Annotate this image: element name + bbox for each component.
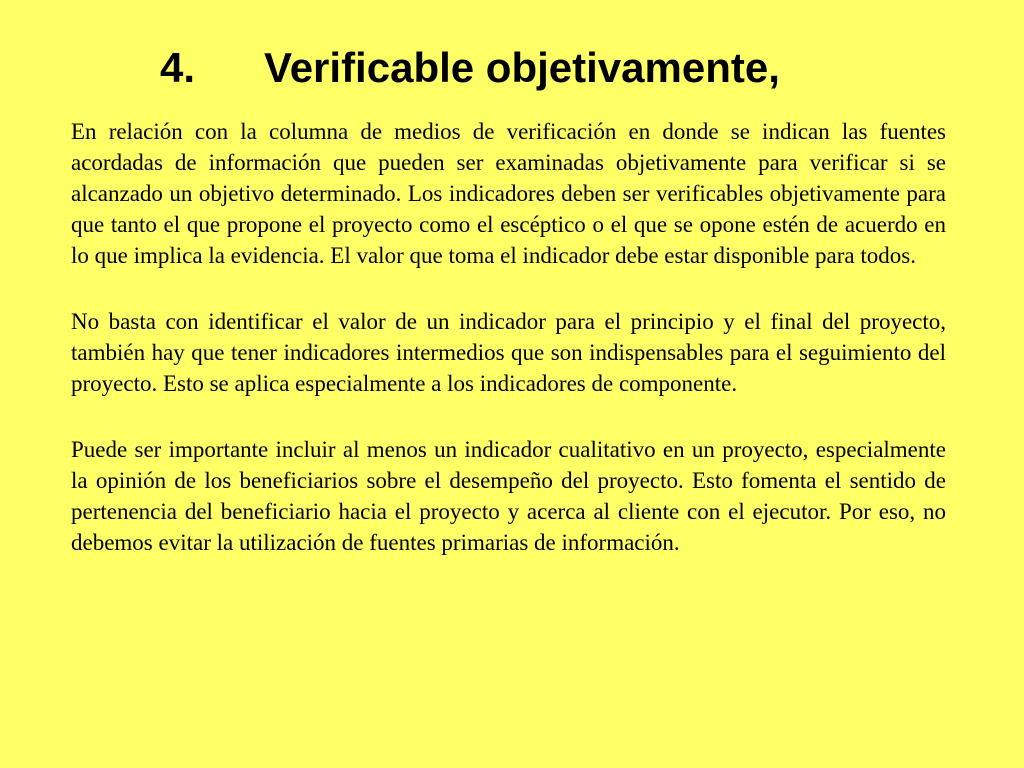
- slide-title: [160, 40, 920, 96]
- paragraph-verification-sources: En relación con la columna de medios de verificación en donde se indican las fuentes acordadas de información que pueden ser examinadas objetivamente para verificar si se alcanzado un objetivo determinado. Los indicadores deben ser verificables objetivamente para que tanto el que propone el proyecto como el escéptico o el que se opone estén de acuerdo en lo que implica la evidencia. El valor que toma el indicador debe estar disponible para todos.: [71, 119, 946, 268]
- slide-body: [71, 116, 946, 558]
- title-text: Verificable objetivamente,: [264, 44, 780, 91]
- paragraph-intermediate-indicators: No basta con identificar el valor de un indicador para el principio y el final del proyecto, también hay que tener indicadores intermedios que son indispensables para el seguimiento del proyecto. Esto se aplica especialmente a los indicadores de componente.: [71, 309, 946, 396]
- title-number: 4.: [160, 44, 196, 91]
- paragraph-qualitative-indicator: Puede ser importante incluir al menos un indicador cualitativo en un proyecto, especialmente la opinión de los beneficiarios sobre el desempeño del proyecto. Esto fomenta el sentido de pertenencia del beneficiario hacia el proyecto y acerca al cliente con el ejecutor. Por eso, no debemos evitar la utilización de fuentes primarias de información.: [71, 437, 946, 555]
